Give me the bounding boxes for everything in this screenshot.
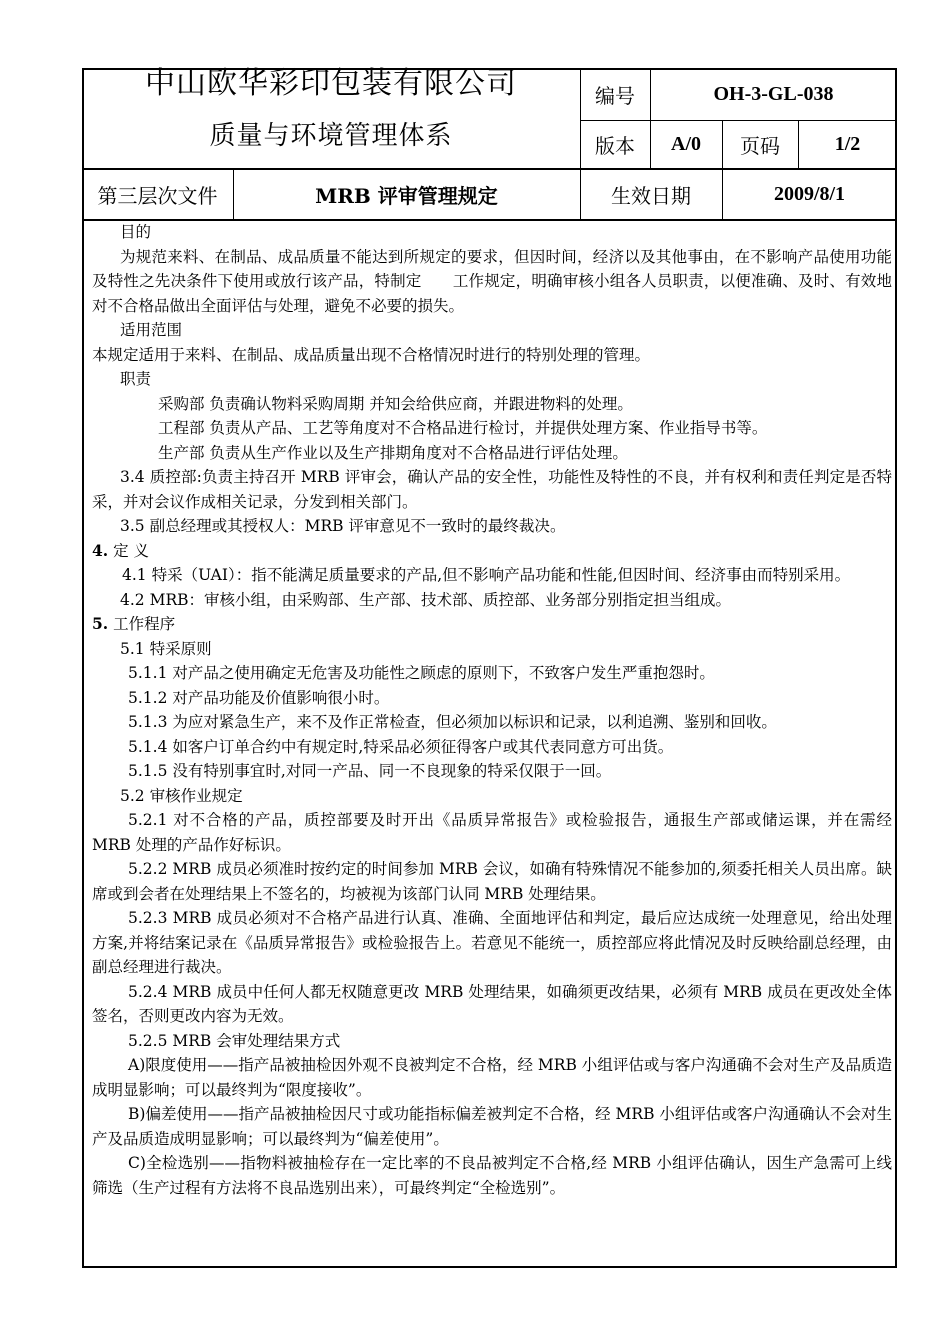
subsection-heading: 5.2.5 MRB 会审处理结果方式: [128, 1031, 341, 1050]
section-heading: [92, 539, 892, 564]
section-number: 5.: [92, 614, 109, 633]
paragraph: 5.2.3 MRB 成员必须对不合格产品进行认真、准确、全面地评估和判定，最后应达成统一处理意见，给出处理方案,并将结案记录在《品质异常报告》或检验报告上。若意见不能统一，质控部应将此情况及时反映给副总经理，由副总经理进行裁决。: [92, 909, 892, 976]
paragraph: 5.2.4 MRB 成员中任何人都无权随意更改 MRB 处理结果，如确须更改结果，必须有 MRB 成员在更改处全体签名，否则更改内容为无效。: [92, 982, 892, 1025]
effective-date-value: 2009/8/1: [773, 182, 846, 205]
paragraph: 5.2.2 MRB 成员必须准时按约定的时间参加 MRB 会议，如确有特殊情况不能参加的,须委托相关人员出席。缺席或到会者在处理结果上不签名的，均被视为该部门认同 MRB 处理结果。: [92, 860, 892, 903]
paragraph: 采购部 负责确认物料采购周期 并知会给供应商，并跟进物料的处理。: [158, 394, 633, 413]
paragraph: 5.1.1 对产品之使用确定无危害及功能性之顾虑的原则下，不致客户发生严重抱怨时。: [128, 664, 715, 682]
management-system: 质量与环境管理体系: [209, 120, 453, 151]
version-value: A/0: [671, 132, 701, 155]
document-title: [233, 169, 580, 219]
company-name: 中山欧华彩印包装有限公司: [145, 66, 517, 101]
paragraph: 本规定适用于来料、在制品、成品质量出现不合格情况时进行的特别处理的管理。: [92, 345, 651, 364]
paragraph: C)全检选别——指物料被抽检存在一定比率的不良品被判定不合格,经 MRB 小组评估确认，因生产急需可上线筛选（生产过程有方法将不良品选别出来），可最终判定“全检选别”。: [92, 1154, 892, 1197]
paragraph: 为规范来料、在制品、成品质量不能达到所规定的要求，但因时间，经济以及其他事由，在不影响产品使用功能及特性之先决条件下使用或放行该产品，特制定 工作规定，明确审核小组各人员职责，以便准确、及时、有效地对不合格品做出全面评估与处理，避免不必要的损失。: [92, 247, 892, 315]
paragraph: 4.2 MRB：审核小组，由采购部、生产部、技术部、质控部、业务部分别指定担当组成。: [120, 590, 732, 609]
section-title: 定 义: [113, 541, 150, 560]
version-label: 版本: [595, 133, 635, 158]
section-heading: 适用范围: [120, 321, 183, 339]
page-label: 页码: [740, 133, 780, 158]
paragraph: 5.1.3 为应对紧急生产，来不及作正常检查，但必须加以标识和记录，以利追溯、鉴别和回收。: [128, 713, 777, 731]
paragraph: 4.1 特采（UAI）：指不能满足质量要求的产品,但不影响产品功能和性能,但因时间、经济事由而特别采用。: [122, 566, 851, 584]
paragraph: 5.1.2 对产品功能及价值影响很小时。: [128, 688, 390, 707]
paragraph: 工程部 负责从产品、工艺等角度对不合格品进行检讨，并提供处理方案、作业指导书等。: [158, 419, 768, 437]
subsection-heading: 5.2 审核作业规定: [120, 786, 243, 805]
document-title-text: MRB 评审管理规定: [315, 183, 498, 208]
section-heading: 目的: [120, 223, 152, 241]
paragraph: 生产部 负责从生产作业以及生产排期角度对不合格品进行评估处理。: [158, 443, 628, 462]
section-title: 工作程序: [113, 615, 176, 633]
paragraph: 3.5 副总经理或其授权人：MRB 评审意见不一致时的最终裁决。: [120, 517, 566, 535]
paragraph: 5.2.1 对不合格的产品，质控部要及时开出《品质异常报告》或检验报告，通报生产部或储运课，并在需经 MRB 处理的产品作好标识。: [92, 811, 892, 854]
paragraph: 5.1.5 没有特别事宜时,对同一产品、同一不良现象的特采仅限于一回。: [128, 762, 612, 780]
subsection-heading: 5.1 特采原则: [120, 639, 212, 658]
section-heading: 职责: [120, 370, 152, 388]
document-level: 第三层次文件: [97, 183, 218, 208]
doc-number-label: 编号: [595, 83, 635, 108]
paragraph: A)限度使用——指产品被抽检因外观不良被判定不合格，经 MRB 小组评估或与客户沟通确不会对生产及品质造成明显影响；可以最终判为“限度接收”。: [92, 1056, 892, 1099]
paragraph: B)偏差使用——指产品被抽检因尺寸或功能指标偏差被判定不合格，经 MRB 小组评估或客户沟通确认不会对生产及品质造成明显影响；可以最终判为“偏差使用”。: [92, 1105, 892, 1148]
section-heading: [92, 612, 892, 637]
effective-date-label: 生效日期: [611, 183, 691, 208]
section-number: 4.: [92, 540, 109, 560]
page-value: 1/2: [834, 132, 861, 155]
document-body: [92, 220, 892, 1200]
paragraph: 3.4 质控部:负责主持召开 MRB 评审会，确认产品的安全性，功能性及特性的不良，并有权利和责任判定是否特采，并对会议作成相关记录，分发到相关部门。: [92, 468, 892, 511]
paragraph: 5.1.4 如客户订单合约中有规定时,特采品必须征得客户或其代表同意方可出货。: [128, 737, 674, 756]
doc-number-value: OH-3-GL-038: [713, 82, 834, 105]
